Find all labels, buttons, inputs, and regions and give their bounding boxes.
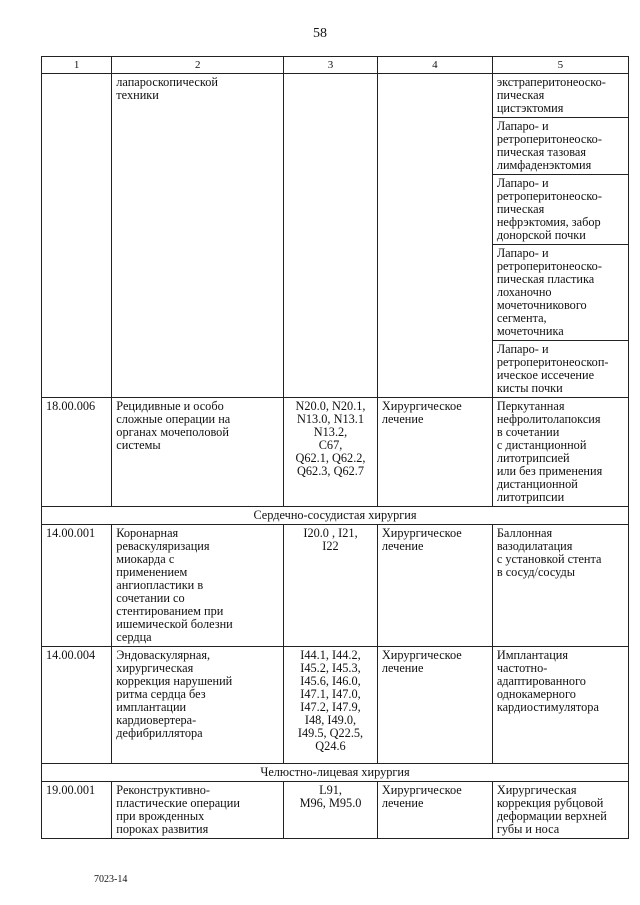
treatment-type-cell: Хирургическое лечение: [377, 525, 492, 647]
code-cell: 14.00.004: [42, 647, 112, 764]
page-number: 58: [313, 26, 327, 41]
treatment-type-cell: Хирургическое лечение: [377, 782, 492, 839]
intervention-name-cell: Реконструктивно- пластические операции при врожденных пороках развития: [112, 782, 284, 839]
method-cell: Лапаро- и ретроперитонеоско- пическая нефрэктомия, забор донорской почки: [492, 175, 628, 245]
method-cell: Лапаро- и ретроперитонеоско- пическая пластика лоханочно мочеточникового сегмента, мочеточника: [492, 245, 628, 341]
method-cell: Баллонная вазодилатация с установкой стента в сосуд/сосуды: [492, 525, 628, 647]
method-cell: Лапаро- и ретроперитонеоскоп- ическое иссечение кисты почки: [492, 341, 628, 398]
method-cell: Хирургическая коррекция рубцовой деформации верхней губы и носа: [492, 782, 628, 839]
header-col-4: 4: [377, 57, 492, 74]
code-cell: 14.00.001: [42, 525, 112, 647]
header-col-1: 1: [42, 57, 112, 74]
table-row: [42, 74, 629, 118]
section-title: Сердечно-сосудистая хирургия: [42, 507, 629, 525]
intervention-name-cell: Эндоваскулярная, хирургическая коррекция нарушений ритма сердца без имплантации кардиовертера- дефибриллятора: [112, 647, 284, 764]
header-col-5: 5: [492, 57, 628, 74]
method-cell: Имплантация частотно- адаптированного однокамерного кардиостимулятора: [492, 647, 628, 764]
method-cell: экстраперитонеоско- пическая цистэктомия: [492, 74, 628, 118]
icd-code-cell: I44.1, I44.2, I45.2, I45.3, I45.6, I46.0, I47.1, I47.0, I47.2, I47.9, I48, I49.0, I49.5, Q22.5, Q24.6: [284, 647, 378, 764]
code-cell: 18.00.006: [42, 398, 112, 507]
table-row: [42, 782, 629, 839]
icd-code-cell: L91, M96, M95.0: [284, 782, 378, 839]
table-row: [42, 647, 629, 764]
section-title: Челюстно-лицевая хирургия: [42, 764, 629, 782]
intervention-name-cell: лапароскопической техники: [112, 74, 284, 398]
medical-care-table: [41, 56, 629, 839]
method-cell: Перкутанная нефролитолапоксия в сочетании с дистанционной литотрипсией или без применения дистанционной литотрипсии: [492, 398, 628, 507]
treatment-type-cell: Хирургическое лечение: [377, 398, 492, 507]
table-row: [42, 398, 629, 507]
intervention-name-cell: Рецидивные и особо сложные операции на органах мочеполовой системы: [112, 398, 284, 507]
document-code: 7023-14: [94, 874, 128, 885]
section-row: [42, 764, 629, 782]
header-col-3: 3: [284, 57, 378, 74]
icd-code-cell: N20.0, N20.1, N13.0, N13.1 N13.2, C67, Q62.1, Q62.2, Q62.3, Q62.7: [284, 398, 378, 507]
code-cell: 19.00.001: [42, 782, 112, 839]
code-cell: [42, 74, 112, 398]
column-number-header: [42, 57, 629, 74]
table-row: [42, 525, 629, 647]
method-cell: Лапаро- и ретроперитонеоско- пическая тазовая лимфаденэктомия: [492, 118, 628, 175]
treatment-type-cell: [377, 74, 492, 398]
treatment-type-cell: Хирургическое лечение: [377, 647, 492, 764]
intervention-name-cell: Коронарная реваскуляризация миокарда с применением ангиопластики в сочетании со стентированием при ишемической болезни сердца: [112, 525, 284, 647]
header-col-2: 2: [112, 57, 284, 74]
icd-code-cell: [284, 74, 378, 398]
section-row: [42, 507, 629, 525]
icd-code-cell: I20.0 , I21, I22: [284, 525, 378, 647]
